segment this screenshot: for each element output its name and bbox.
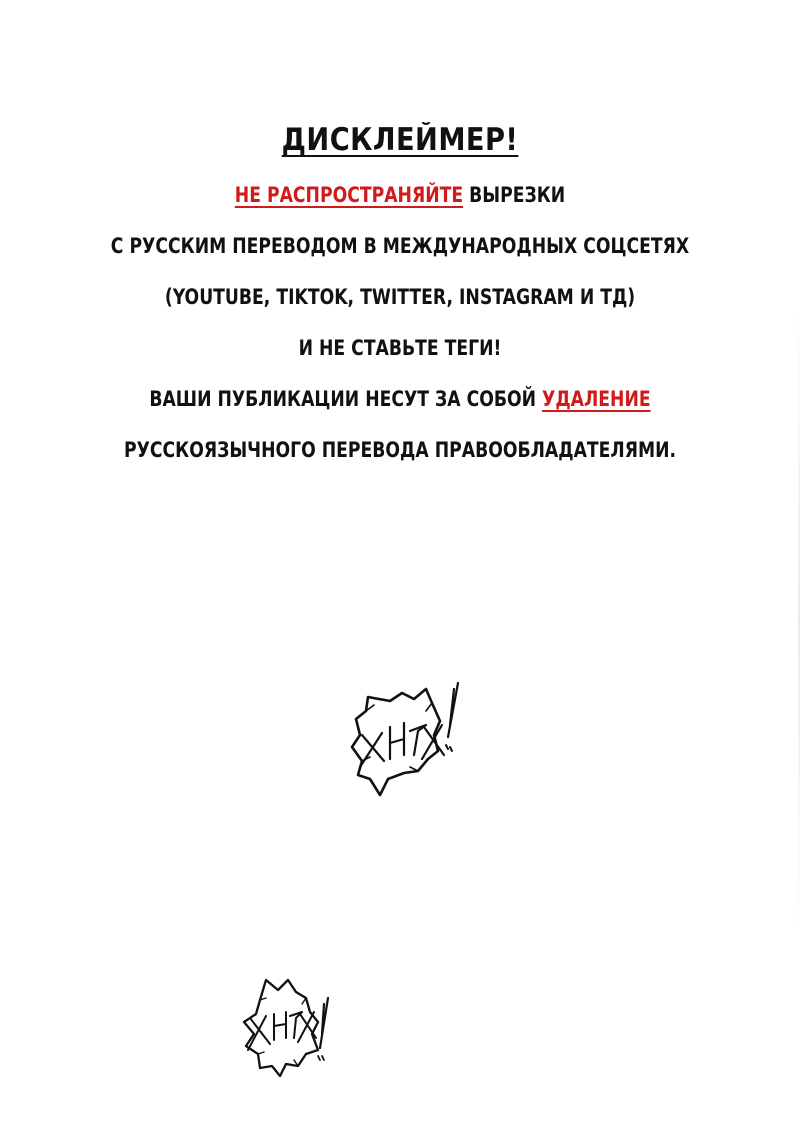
clips-text: ВЫРЕЗКИ — [463, 183, 566, 207]
removal-highlight: УДАЛЕНИЕ — [542, 387, 651, 411]
do-not-distribute-highlight: НЕ РАСПРОСТРАНЯЙТЕ — [234, 183, 464, 207]
disclaimer-line-5 — [72, 374, 728, 425]
publications-text: ВАШИ ПУБЛИКАЦИИ НЕСУТ ЗА СОБОЙ — [149, 387, 543, 411]
disclaimer-title: ДИСКЛЕЙМЕР! — [281, 122, 519, 158]
disclaimer-line-6: РУССКОЯЗЫЧНОГО ПЕРЕВОДА ПРАВООБЛАДАТЕЛЯМИ. — [123, 438, 677, 462]
disclaimer-line-1 — [72, 170, 728, 221]
disclaimer-line-4: И НЕ СТАВЬТЕ ТЕГИ! — [298, 336, 502, 360]
disclaimer-line-2: С РУССКИМ ПЕРЕВОДОМ В МЕЖДУНАРОДНЫХ СОЦСЕТЯХ — [110, 234, 690, 258]
team-logo-small-icon — [236, 968, 336, 1098]
disclaimer-line-3: (YOUTUBE, TIKTOK, TWITTER, INSTAGRAM И ТД) — [164, 285, 636, 309]
disclaimer-block — [0, 118, 800, 476]
team-logo-main-icon — [340, 675, 470, 805]
